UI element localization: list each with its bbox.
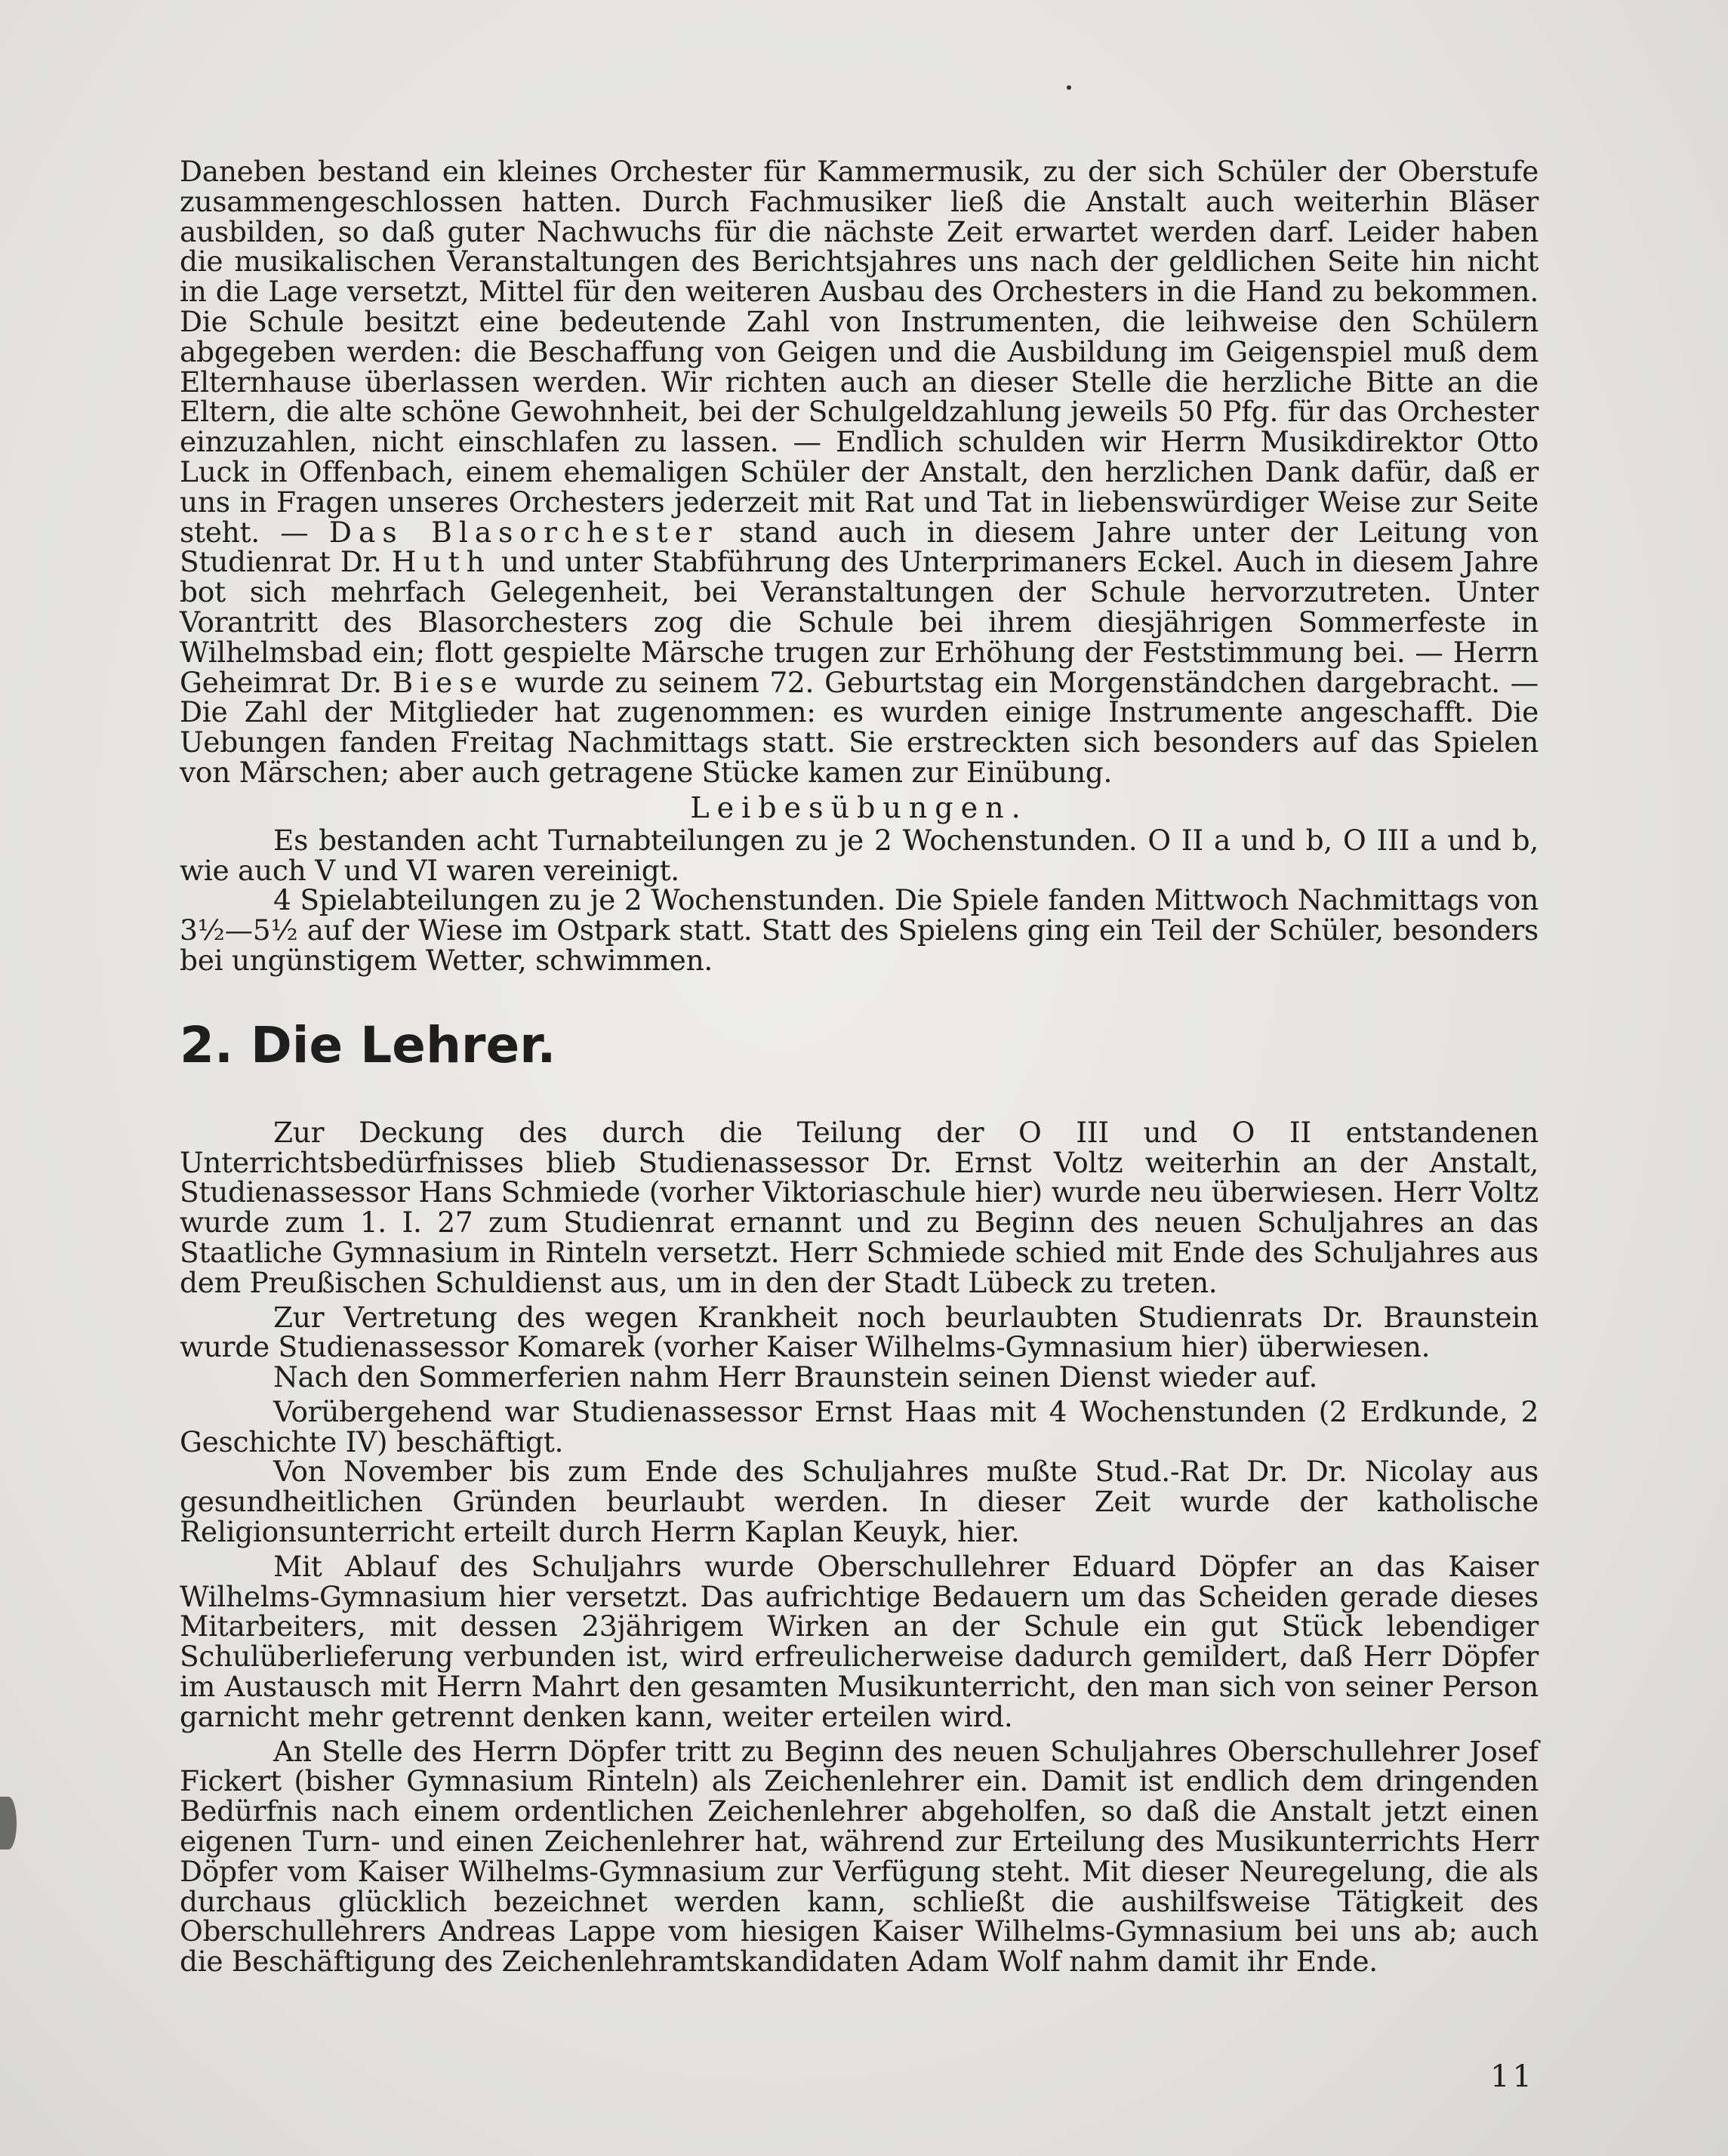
orchestra-text-2: stand auch in diesem Jahre unter der Leitung von Studienrat Dr. [180, 515, 1539, 579]
blasorchester-term: Das Blasorchester [328, 515, 719, 549]
orchestra-paragraph [180, 157, 1539, 788]
gym-paragraph-2: 4 Spielabteilungen zu je 2 Wochenstunden. Die Spiele fanden Mittwoch Nachmittags von 3½—5½ auf der Wiese im Ostpark statt. Statt des Spielens ging ein Teil der Schüler, besonders bei ungünstigem Wetter, schwimmen. [180, 883, 1539, 977]
teachers-paragraph-2: Zur Vertretung des wegen Krankheit noch beurlaubten Studienrats Dr. Braunstein wurde Studienassessor Komarek (vorher Kaiser Wilhelms-Gymnasium hier) überwiesen. [180, 1300, 1539, 1364]
teachers-paragraph-7: An Stelle des Herrn Döpfer tritt zu Beginn des neuen Schuljahres Oberschullehrer Josef Fickert (bisher Gymnasium Rinteln) als Zeichenlehrer ein. Damit ist endlich dem dringenden Bedürfnis nach einem ordentlichen Zeichenlehrer abgeholfen, so daß die Anstalt jetzt einen eigenen Turn- und einen Zeichenlehrer hat, während zur Erteilung des Musikunterrichts Herr Döpfer vom Kaiser Wilhelms-Gymnasium zur Verfügung steht. Mit dieser Neuregelung, die als durchaus glücklich bezeichnet werden kann, schließt die aushilfsweise Tätigkeit des Oberschullehrers Andreas Lappe vom hiesigen Kaiser Wilhelms-Gymnasium bei uns ab; auch die Beschäftigung des Zeichenlehramtskandidaten Adam Wolf nahm damit ihr Ende. [180, 1734, 1539, 1979]
orchestra-text-4: wurde zu seinem 72. Geburtstag ein Morgenständchen dargebracht. — Die Zahl der Mitglieder hat zugenommen: es wurden einige Instrumente angeschafft. Die Uebungen fanden Freitag Nachmittags statt. Sie erstreckten sich besonders auf das Spielen von Märschen; aber auch getragene Stücke kamen zur Einübung. [180, 665, 1539, 789]
orchestra-text-1: Daneben bestand ein kleines Orchester für Kammermusik, zu der sich Schüler der Oberstufe zusammengeschlossen hatten. Durch Fachmusiker ließ die Anstalt auch weiterhin Bläser ausbilden, so daß guter Nachwuchs für die nächste Zeit erwartet werden darf. Leider haben die musikalischen Veranstaltungen des Berichtsjahres uns nach der geldlichen Seite hin nicht in die Lage versetzt, Mittel für den weiteren Ausbau des Orchesters in die Hand zu bekommen. Die Schule besitzt eine bedeutende Zahl von Instrumenten, die leihweise den Schülern abgegeben werden: die Beschaffung von Geigen und die Ausbildung im Geigenspiel muß dem Elternhause überlassen werden. Wir richten auch an dieser Stelle die herzliche Bitte an die Eltern, die alte schöne Gewohnheit, bei der Schulgeldzahlung jeweils 50 Pfg. für das Orchester einzuzahlen, nicht einschlafen zu lassen. — Endlich schulden wir Herrn Musikdirektor Otto Luck in Offenbach, einem ehemaligen Schüler der Anstalt, den herzlichen Dank dafür, daß er uns in Fragen unseres Orchesters jederzeit mit Rat und Tat in liebenswürdiger Weise zur Seite steht. — [180, 155, 1539, 549]
name-biese: Biese [392, 665, 504, 699]
teachers-paragraph-5: Von November bis zum Ende des Schuljahres mußte Stud.-Rat Dr. Dr. Nicolay aus gesundheitlichen Gründen beurlaubt werden. In dieser Zeit wurde der katholische Religionsunterricht erteilt durch Herrn Kaplan Keuyk, hier. [180, 1455, 1539, 1549]
chapter-title: 2. Die Lehrer. [180, 1015, 556, 1074]
teachers-paragraph-6: Mit Ablauf des Schuljahrs wurde Oberschullehrer Eduard Döpfer an das Kaiser Wilhelms-Gymnasium hier versetzt. Das aufrichtige Bedauern um das Scheiden gerade dieses Mitarbeiters, mit dessen 23jährigem Wirken an der Schule ein gut Stück lebendiger Schulüberlieferung verbunden ist, wird erfreulicherweise dadurch gemildert, daß Herr Döpfer im Austausch mit Herrn Mahrt den gesamten Musikunterricht, den man sich von seiner Person garnicht mehr getrennt denken kann, weiter erteilen wird. [180, 1549, 1539, 1733]
orchestra-text-3: und unter Stabführung des Unterprimaners Eckel. Auch in diesem Jahre bot sich mehrfach Gelegenheit, bei Veranstaltungen der Schule hervorzutreten. Unter Vorantritt des Blasorchesters zog die Schule bei ihrem diesjährigen Sommerfeste in Wilhelmsbad ein; flott gespielte Märsche trugen zur Erhöhung der Feststimmung bei. — Herrn Geheimrat Dr. [180, 545, 1539, 699]
gym-paragraph-1: Es bestanden acht Turnabteilungen zu je 2 Wochenstunden. O II a und b, O III a und b, wie auch V und VI waren vereinigt. [180, 823, 1539, 887]
page-number: 11 [1490, 2059, 1535, 2094]
name-huth: Huth [391, 545, 491, 579]
binding-hole-shadow [0, 1797, 17, 1850]
page-body [180, 157, 1539, 1977]
teachers-paragraph-4: Vorübergehend war Studienassessor Ernst Haas mit 4 Wochenstunden (2 Erdkunde, 2 Geschichte IV) beschäftigt. [180, 1394, 1539, 1458]
teachers-paragraph-3: Nach den Sommerferien nahm Herr Braunstein seinen Dienst wieder auf. [273, 1360, 1318, 1394]
section-heading-leibesuebungen: Leibesübungen. [690, 790, 1028, 824]
ink-speck [1067, 85, 1071, 90]
teachers-paragraph-1: Zur Deckung des durch die Teilung der O III und O II entstandenen Unterrichtsbedürfnisses blieb Studienassessor Dr. Ernst Voltz weiterhin an der Anstalt, Studienassessor Hans Schmiede (vorher Viktoriaschule hier) wurde neu überwiesen. Herr Voltz wurde zum 1. I. 27 zum Studienrat ernannt und zu Beginn des neuen Schuljahres an das Staatliche Gymnasium in Rinteln versetzt. Herr Schmiede schied mit Ende des Schuljahres aus dem Preußischen Schuldienst aus, um in den der Stadt Lübeck zu treten. [180, 1115, 1539, 1299]
